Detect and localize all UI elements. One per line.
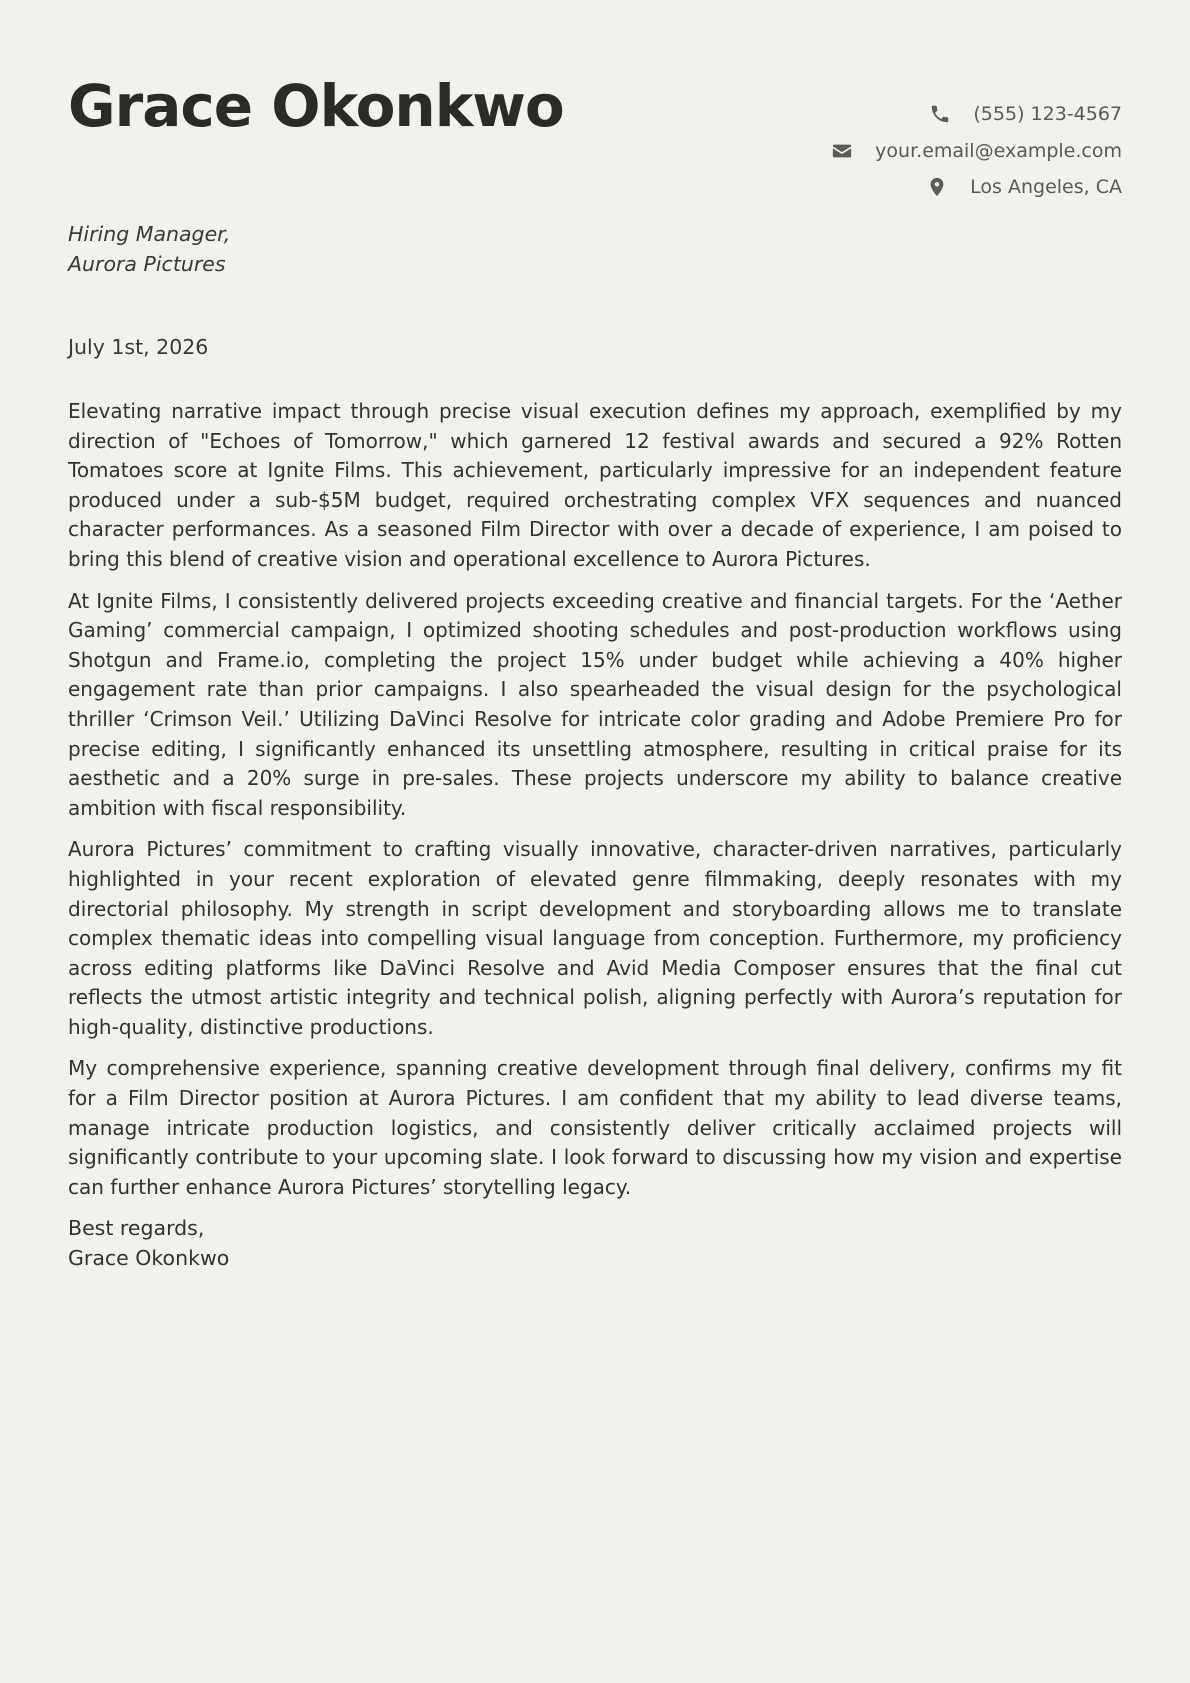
recipient-block [68,219,230,279]
envelope-icon [831,140,853,162]
contact-location [831,169,1122,206]
letter-date: July 1st, 2026 [68,335,209,359]
contact-info [831,96,1122,206]
phone-number: (555) 123-4567 [973,103,1122,126]
closing-block [68,1214,1122,1273]
contact-email [831,133,1122,170]
body-paragraph: My comprehensive experience, spanning creative development through final delivery, confirms my fit for a Film Director position at Aurora Pictures. I am confident that my ability to lead diverse teams, manage intricate production logistics, and consistently deliver critically acclaimed projects will significantly contribute to your upcoming slate. I look forward to discussing how my vision and expertise can further enhance Aurora Pictures’ storytelling legacy. [68,1056,1122,1199]
location-text: Los Angeles, CA [970,176,1122,199]
map-marker-icon [926,176,948,198]
recipient-title: Hiring Manager, [68,222,231,246]
email-address: your.email@example.com [875,139,1122,162]
closing-signature: Grace Okonkwo [68,1246,230,1271]
applicant-name: Grace Okonkwo [68,72,564,140]
recipient-company: Aurora Pictures [68,252,226,276]
contact-phone [831,96,1122,133]
phone-icon [929,103,951,125]
closing-salutation: Best regards, [68,1216,205,1241]
letter-body [68,397,1122,1274]
body-paragraph: Aurora Pictures’ commitment to crafting visually innovative, character-driven narratives, particularly highlighted in your recent exploration of elevated genre filmmaking, deeply resonates with my directorial philosophy. My strength in script development and storyboarding allows me to translate complex thematic ideas into compelling visual language from conception. Furthermore, my proficiency across editing platforms like DaVinci Resolve and Avid Media Composer ensures that the final cut reflects the utmost artistic integrity and technical polish, aligning perfectly with Aurora’s reputation for high-quality, distinctive productions. [68,837,1122,1039]
body-paragraph: At Ignite Films, I consistently delivered projects exceeding creative and financial targets. For the ‘Aether Gaming’ commercial campaign, I optimized shooting schedules and post-production workflows using Shotgun and Frame.io, completing the project 15% under budget while achieving a 40% higher engagement rate than prior campaigns. I also spearheaded the visual design for the psychological thriller ‘Crimson Veil.’ Utilizing DaVinci Resolve for intricate color grading and Adobe Premiere Pro for precise editing, I significantly enhanced its unsettling atmosphere, resulting in critical praise for its aesthetic and a 20% surge in pre-sales. These projects underscore my ability to balance creative ambition with fiscal responsibility. [68,588,1122,820]
body-paragraph: Elevating narrative impact through precise visual execution defines my approach, exemplified by my direction of "Echoes of Tomorrow," which garnered 12 festival awards and secured a 92% Rotten Tomatoes score at Ignite Films. This achievement, particularly impressive for an independent feature produced under a sub-$5M budget, required orchestrating complex VFX sequences and nuanced character performances. As a seasoned Film Director with over a decade of experience, I am poised to bring this blend of creative vision and operational excellence to Aurora Pictures. [68,399,1122,571]
